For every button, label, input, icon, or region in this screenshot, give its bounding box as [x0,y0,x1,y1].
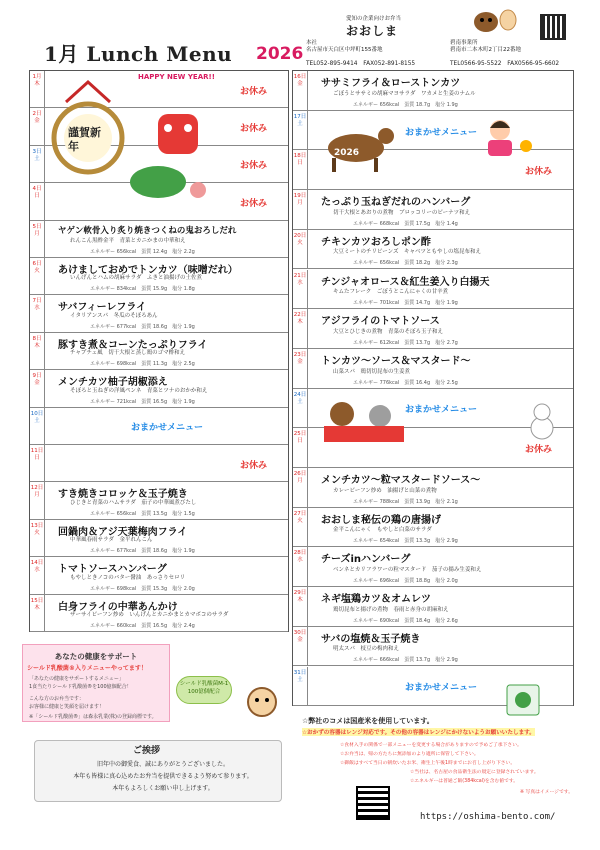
nutrition-info: エネルギー 776kcal 蛋質 16.4g 塩分 2.5g [353,379,458,386]
nutrition-info: エネルギー 696kcal 蛋質 18.8g 塩分 2.0g [353,578,458,585]
menu-main-dish: ネギ塩鶏カツ＆オムレツ [321,594,431,606]
greeting-line: 本年も皆様に真心込めたお弁当を提供できるよう努めて参ります。 [73,773,253,780]
menu-side-dishes: 大豆ミートのチリビーンズ キャベツともやしの塩昆布和え [333,249,482,256]
weekday: 木 [297,319,303,326]
day-cell [293,309,308,348]
omakase-label: おまかせメニュー [405,127,478,138]
menu-side-dishes: いんげんとハムの胡麻サラダ ふきと油揚げの土佐煮 [70,275,202,282]
happy-new-year-text: HAPPY NEW YEAR!! [138,73,215,81]
health-support-box [22,644,170,722]
omakase-label: おまかせメニュー [131,423,204,434]
day-number: 6日 [32,261,42,267]
weekday: 金 [34,118,40,125]
day-cell [293,111,308,150]
nutrition-info: エネルギー 677kcal 蛋質 18.6g 塩分 1.9g [90,548,195,555]
day-cell [293,428,308,467]
nutrition-info: エネルギー 834kcal 蛋質 15.9g 塩分 1.8g [90,286,195,293]
menu-day-row [30,370,288,407]
day-number: 10日 [30,410,44,417]
weekday: 金 [297,81,303,87]
day-number: 7日 [32,298,42,305]
menu-side-dishes: 鶏切昆布と揚げの煮物 春雨と赤身の胡麻和え [333,606,449,613]
ox-mascot-icon [470,6,518,34]
menu-day-row [293,468,573,508]
day-cell [293,71,308,110]
weekday: 土 [34,417,40,424]
nutrition-info: エネルギー 660kcal 蛋質 16.5g 塩分 2.4g [90,622,195,629]
nutrition-info: エネルギー 656kcal 蛋質 13.5g 塩分 1.5g [90,510,195,517]
day-cell [30,333,45,369]
health-banner: シールド乳酸菌®入りメニューやってます！ [27,665,147,672]
menu-side-dishes: 大豆とひじきの煮物 青菜のそぼろ玉子和え [333,328,444,335]
day-number: 3日 [32,148,42,155]
day-number: 21日 [293,272,307,279]
weekday: 木 [34,342,40,349]
branch-contact: TEL0566-95-5522 FAX0566-95-6602 [450,61,560,67]
day-cell [293,190,308,229]
day-number: 27日 [293,510,307,517]
holiday-label: お休み [525,167,553,178]
health-line: ※「シールド乳酸菌®」は森永乳業(株)の登録商標です。 [29,714,157,720]
menu-main-dish: チンジャオロース＆紅生姜入り白揚天 [321,276,490,288]
menu-side-dishes: チャプチェ風 切干大根と蒸し鶏のゴマ酢和え [70,350,186,357]
day-number: 12日 [30,485,44,492]
menu-side-dishes: もやしときノコのバター醤油 あっさりセロリ [70,574,186,581]
menu-main-dish: チーズinハンバーグ [321,554,411,566]
nutrition-info: エネルギー 698kcal 蛋質 15.3g 塩分 2.0g [90,585,195,592]
health-line: こんな方のお弁当です： [29,696,85,702]
weekday: 金 [297,636,303,643]
menu-main-dish: ヤゲン軟骨入り炙り焼きつくねの鬼おろしだれ [58,225,237,236]
day-cell [293,230,308,269]
weekday: 水 [297,557,303,564]
day-number: 20日 [293,232,307,239]
mascot-circle-icon [246,684,278,720]
weekday: 土 [34,155,40,162]
menu-day-row [30,557,288,594]
day-number: 29日 [293,590,307,597]
menu-day-row [293,587,573,627]
menu-day-row [30,295,288,332]
day-number: 13日 [30,522,44,529]
day-cell [293,389,308,428]
menu-day-row [30,445,288,482]
weekday: 日 [34,193,40,200]
weekday: 火 [34,268,40,274]
menu-day-row [30,221,288,258]
day-number: 9日 [32,373,42,380]
day-cell [293,667,308,706]
menu-main-dish: サバフィーレフライ [58,302,147,314]
menu-main-dish: おおしま秘伝の鶏の唐揚げ [321,514,441,526]
nutrition-info: エネルギー 656kcal 蛋質 18.7g 塩分 1.9g [353,101,458,108]
day-number: 8日 [32,335,42,342]
menu-main-dish: たっぷり玉ねぎだれのハンバーグ [321,197,471,209]
menu-side-dishes: 明太スパ 枝豆の梅肉和え [333,646,400,653]
menu-side-dishes: 山菜スパ 鶏切切昆布の生姜煮 [333,368,411,375]
day-cell [30,557,45,593]
weekday: 水 [297,279,303,286]
menu-side-dishes: 金平こんにゃく もやしと白菜のサラダ [333,527,432,534]
weekday: 木 [297,597,303,604]
bear-cat-kotatsu-icon [318,400,410,444]
holiday-label: お休み [240,86,268,97]
weekday: 木 [34,81,40,87]
snowman-scene-icon [514,398,570,442]
menu-side-dishes: そぼろと玉ねぎの洋風ペンネ 青菜とツナのおかか和え [70,387,208,394]
health-line: お客様に健康と笑顔を届けます！ [29,704,105,710]
day-number: 14日 [30,560,44,567]
day-cell [30,146,45,182]
day-cell [30,221,45,257]
note-line: ☆食材入手の関係で一部メニューを変更する場合がありますので予めご了承下さい。 [340,743,522,748]
day-cell [30,108,45,144]
day-cell [30,482,45,518]
menu-day-row [30,595,288,632]
nutrition-info: エネルギー 654kcal 蛋質 13.3g 塩分 2.9g [353,538,458,545]
menu-day-row [293,508,573,548]
day-cell [30,370,45,406]
weekday: 火 [297,517,303,524]
day-number: 23日 [293,351,307,358]
menu-day-row [30,520,288,557]
day-cell [30,258,45,294]
menu-main-dish: すき焼きコロッケ＆玉子焼き [58,489,188,501]
weekday: 火 [297,239,303,246]
menu-main-dish: アジフライのトマトソース [321,316,440,328]
menu-main-dish: トンカツ～ソース＆マスタード～ [321,355,471,367]
day-cell [30,445,45,481]
nutrition-info: エネルギー 677kcal 蛋質 18.6g 塩分 1.9g [90,323,195,330]
nutrition-info: エネルギー 788kcal 蛋質 13.9g 塩分 2.1g [353,498,458,505]
nutrition-info: エネルギー 612kcal 蛋質 13.7g 塩分 2.7g [353,339,458,346]
day-cell [293,508,308,547]
weekday: 日 [34,455,40,461]
day-cell [293,150,308,189]
menu-day-row [293,270,573,310]
site-qr-code-icon[interactable] [356,786,390,820]
year-2026-badge: 2026 [334,148,360,158]
menu-day-row [293,547,573,587]
greeting-heading: ご挨拶 [133,746,161,756]
header [0,0,600,68]
menu-side-dishes: ベンネとカリフラワーの粒マスタード 茄子の揚み生姜和え [333,567,482,574]
weekday: 土 [297,676,303,683]
girl-eating-icon [480,112,536,160]
day-number: 2日 [32,111,42,118]
day-number: 24日 [293,391,307,398]
weekday: 月 [34,492,40,499]
menu-side-dishes: カレービーフン炒め 油揚げと山菜の煮物 [333,487,437,494]
day-number: 31日 [293,669,307,676]
menu-day-row [293,627,573,667]
health-heading: あなたの健康をサポート [54,652,138,661]
menu-main-dish: 白身フライの中華あんかけ [58,601,178,613]
website-link[interactable]: https://oshima-bento.com/ [420,812,556,822]
nutrition-info: エネルギー 666kcal 蛋質 13.7g 塩分 2.9g [353,657,458,664]
day-number: 5日 [32,223,42,230]
menu-main-dish: ササミフライ＆ローストンカツ [321,78,461,89]
day-cell [30,408,45,444]
menu-side-dishes: ザーサイビーフン炒め いんげんとカニかまとカマボコのサラダ [70,611,229,618]
day-cell [30,520,45,556]
weekday: 月 [34,230,40,237]
menu-day-row [30,408,288,445]
weekday: 水 [34,567,40,574]
health-line: 1食当たりシールド乳酸菌®を100億個配合！ [29,684,132,690]
day-cell [30,183,45,219]
weekday: 木 [34,604,40,611]
holiday-label: お休み [240,460,268,471]
menu-main-dish: チキンカツおろしポン酢 [321,236,431,248]
weekday: 水 [34,305,40,312]
day-number: 25日 [293,431,307,438]
weekday: 土 [297,120,303,127]
nutrition-info: エネルギー 690kcal 蛋質 18.4g 塩分 2.6g [353,617,458,624]
health-line: 「あなたの健康をサポートするメニュー」 [29,676,124,682]
menu-day-row [293,230,573,270]
omakase-label: おまかせメニュー [405,405,478,416]
hq-contact: TEL052-895-9414 FAX052-891-8155 [306,61,416,67]
day-cell [30,71,45,107]
certification-badge-icon [506,684,540,716]
day-number: 28日 [293,550,307,557]
note-line: ☆エネルギーは普通ご飯(384kcal)を含む値です。 [410,779,519,784]
day-cell [293,587,308,626]
menu-main-dish: 回鍋肉＆アジ天葉梅肉フライ [58,526,188,538]
day-cell [293,349,308,388]
greeting-line: 本年もよろしくお願い申し上げます。 [112,785,214,792]
brand-logo: おおしま [346,24,399,38]
day-number: 11日 [30,448,44,454]
day-cell [293,468,308,507]
shield-lactobacillus-badge: シールド乳酸菌M-1 100億個配合 [176,676,232,704]
day-cell [293,627,308,666]
menu-day-row [30,333,288,370]
menu-main-dish: サバの塩焼＆玉子焼き [321,633,421,645]
holiday-label: お休み [240,161,268,172]
weekday: 日 [297,438,303,445]
photo-note: ※ 写真はイメージです。 [520,790,573,795]
qr-code-icon[interactable] [540,14,566,40]
holiday-label: お休み [240,198,268,209]
menu-day-row [30,258,288,295]
day-number: 17日 [293,113,307,120]
menu-side-dishes: キムたフレーク ごぼうとこんにゃくの甘辛煮 [333,289,449,296]
day-cell [30,595,45,631]
menu-day-row [293,190,573,230]
menu-side-dishes: 中華風春雨サラダ 金平れんこん [70,537,153,544]
branch-address: 碧南事業所 碧南市二本木町2丁目22番地 [450,40,521,53]
nutrition-info: エネルギー 656kcal 蛋質 12.4g 塩分 2.2g [90,248,195,255]
menu-main-dish: 豚すき煮＆コーンたっぷりフライ [58,339,208,351]
menu-side-dishes: 切干大根とあおりの煮物 ブロッコリーのピーナツ和え [333,209,471,216]
tagline: 愛知の企業向けお弁当 [346,16,402,22]
menu-side-dishes: れんこん黒酢金平 青菜とカニかまの中華和え [70,237,186,244]
weekday: 金 [297,358,303,365]
year-label: 2026 [256,44,304,64]
note-line: ☆当社は、名古屋の食品衛生法の規定に登録されています。 [410,770,539,775]
menu-side-dishes: ひじきと青菜のハムサラダ 茄子の中華風煮びたし [70,499,197,506]
menu-day-row [293,71,573,111]
container-note: ☆おかずの容器はレンジ対応です。その他の容器はレンジにかけないようお願いいたします。 [302,730,535,736]
nutrition-info: エネルギー 721kcal 蛋質 16.5g 塩分 1.9g [90,398,195,405]
day-cell [293,547,308,586]
menu-day-row [30,482,288,519]
greeting-line: 旧年中の御愛食、誠にありがとうございました。 [96,761,229,768]
horse-2026-icon [318,118,398,174]
hq-address: 本社 名古屋市天白区中坪町155番地 [306,40,383,53]
weekday: 日 [297,160,303,167]
day-cell [293,270,308,309]
day-number: 19日 [293,193,307,200]
day-number: 4日 [32,186,42,193]
rice-note: ☆弊社のコメは国産米を使用しています。 [302,717,434,725]
menu-main-dish: メンチカツ～粒マスタードソース～ [321,475,481,486]
omakase-label: おまかせメニュー [405,683,478,694]
nutrition-info: エネルギー 701kcal 蛋質 14.7g 塩分 1.9g [353,300,458,307]
day-number: 1月 [32,74,42,80]
day-number: 15日 [30,597,44,604]
holiday-label: お休み [525,445,553,456]
weekday: 火 [34,529,40,536]
day-number: 30日 [293,629,307,636]
day-number: 18日 [293,153,307,160]
day-number: 16日 [293,74,307,80]
weekday: 金 [34,380,40,387]
menu-side-dishes: イタリアンスパ 冬瓜のそぼろあん [70,312,158,319]
menu-day-row [293,309,573,349]
kinga-shinnen-text: 謹賀新年 [68,126,101,153]
menu-main-dish: メンチカツ柚子胡椒添え [58,377,168,389]
greeting-scroll [34,740,282,802]
day-number: 26日 [293,471,307,477]
holiday-label: お休み [240,124,268,135]
menu-side-dishes: ごぼうとササミの胡麻マヨサラダ ワカメと生姜のナムル [333,90,476,97]
menu-main-dish: トマトソースハンバーグ [58,564,167,576]
nutrition-info: エネルギー 668kcal 蛋質 17.5g 塩分 1.4g [353,220,458,227]
day-number: 22日 [293,312,307,319]
note-line: ☆お弁当は、帰の方たちに無添加のより適所に保管して下さい。 [340,752,479,757]
note-line: ☆御飯はすべて当日の朝炊いたお米、衛生上午後1時までにお召し上がり下さい。 [340,761,516,766]
weekday: 月 [297,200,303,207]
menu-main-dish: あけましておめでトンカツ（味噌だれ） [58,265,238,276]
nutrition-info: エネルギー 698kcal 蛋質 11.3g 塩分 2.5g [90,361,195,368]
weekday: 月 [297,478,303,484]
day-cell [30,295,45,331]
page-title: 1月 Lunch Menu [44,42,233,66]
weekday: 土 [297,398,303,405]
menu-day-row [293,349,573,389]
nutrition-info: エネルギー 656kcal 蛋質 18.2g 塩分 2.3g [353,260,458,267]
